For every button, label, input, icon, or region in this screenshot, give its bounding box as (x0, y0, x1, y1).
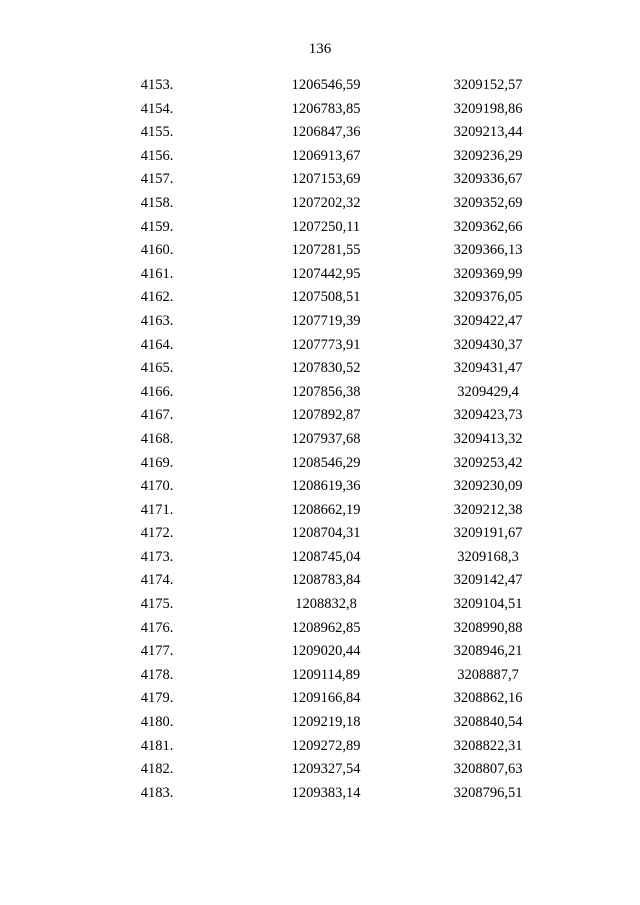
y-coordinate-cell: 3208887,7 (457, 666, 519, 683)
point-number-cell: 4180. (140, 714, 174, 731)
point-number-cell: 4163. (140, 312, 174, 329)
y-coordinate-cell: 3209369,99 (453, 265, 523, 282)
x-coordinate-cell: 1207442,95 (291, 265, 361, 282)
point-number-cell: 4171. (140, 501, 174, 518)
table-row (0, 334, 640, 358)
point-number-cell: 4161. (140, 265, 174, 282)
y-coordinate-cell: 3208807,63 (453, 761, 523, 778)
x-coordinate-cell: 1208745,04 (291, 548, 361, 565)
y-coordinate-cell: 3209230,09 (453, 478, 523, 495)
point-number-cell: 4157. (140, 171, 174, 188)
point-number-cell: 4156. (140, 147, 174, 164)
table-row (0, 546, 640, 570)
y-coordinate-cell: 3209191,67 (453, 525, 523, 542)
y-coordinate-cell: 3209253,42 (453, 454, 523, 471)
point-number-cell: 4177. (140, 643, 174, 660)
table-row (0, 617, 640, 641)
point-number-cell: 4164. (140, 336, 174, 353)
table-row (0, 640, 640, 664)
point-number-cell: 4166. (140, 383, 174, 400)
table-row (0, 263, 640, 287)
x-coordinate-cell: 1208783,84 (291, 572, 361, 589)
y-coordinate-cell: 3208946,21 (453, 643, 523, 660)
point-number-cell: 4155. (140, 124, 174, 141)
x-coordinate-cell: 1208546,29 (291, 454, 361, 471)
x-coordinate-cell: 1208962,85 (291, 619, 361, 636)
y-coordinate-cell: 3208822,31 (453, 737, 523, 754)
y-coordinate-cell: 3209429,4 (457, 383, 519, 400)
table-row (0, 168, 640, 192)
point-number-cell: 4173. (140, 548, 174, 565)
point-number-cell: 4175. (140, 596, 174, 613)
x-coordinate-cell: 1209114,89 (291, 666, 361, 683)
table-row (0, 216, 640, 240)
point-number-cell: 4174. (140, 572, 174, 589)
point-number-cell: 4178. (140, 666, 174, 683)
y-coordinate-cell: 3209168,3 (457, 548, 519, 565)
y-coordinate-cell: 3209236,29 (453, 147, 523, 164)
table-row (0, 758, 640, 782)
point-number-cell: 4170. (140, 478, 174, 495)
table-row (0, 286, 640, 310)
table-row (0, 357, 640, 381)
point-number-cell: 4158. (140, 194, 174, 211)
point-number-cell: 4153. (140, 77, 174, 93)
x-coordinate-cell: 1207719,39 (291, 312, 361, 329)
x-coordinate-cell: 1207856,38 (291, 383, 361, 400)
x-coordinate-cell: 1206546,59 (291, 77, 361, 93)
table-row (0, 687, 640, 711)
y-coordinate-cell: 3209366,13 (453, 242, 523, 259)
table-row (0, 98, 640, 122)
point-number-cell: 4182. (140, 761, 174, 778)
x-coordinate-cell: 1207281,55 (291, 242, 361, 259)
table-row (0, 735, 640, 759)
table-row (0, 310, 640, 334)
y-coordinate-cell: 3209376,05 (453, 289, 523, 306)
table-row (0, 475, 640, 499)
point-number-cell: 4176. (140, 619, 174, 636)
point-number-cell: 4179. (140, 690, 174, 707)
x-coordinate-cell: 1208832,8 (295, 596, 357, 613)
y-coordinate-cell: 3209213,44 (453, 124, 523, 141)
table-row (0, 404, 640, 428)
table-row (0, 499, 640, 523)
y-coordinate-cell: 3209413,32 (453, 430, 523, 447)
x-coordinate-cell: 1208662,19 (291, 501, 361, 518)
point-number-cell: 4168. (140, 430, 174, 447)
x-coordinate-cell: 1207250,11 (291, 218, 361, 235)
y-coordinate-cell: 3209142,47 (453, 572, 523, 589)
table-row (0, 452, 640, 476)
point-number-cell: 4162. (140, 289, 174, 306)
table-row (0, 593, 640, 617)
x-coordinate-cell: 1209327,54 (291, 761, 361, 778)
y-coordinate-cell: 3209152,57 (453, 77, 523, 93)
table-row (0, 74, 640, 98)
y-coordinate-cell: 3209198,86 (453, 100, 523, 117)
page-number: 136 (308, 41, 332, 57)
table-row (0, 569, 640, 593)
y-coordinate-cell: 3208990,88 (453, 619, 523, 636)
point-number-cell: 4169. (140, 454, 174, 471)
x-coordinate-cell: 1209020,44 (291, 643, 361, 660)
point-number-cell: 4172. (140, 525, 174, 542)
table-row (0, 711, 640, 735)
point-number-cell: 4159. (140, 218, 174, 235)
table-row (0, 239, 640, 263)
x-coordinate-cell: 1207892,87 (291, 407, 361, 424)
x-coordinate-cell: 1209272,89 (291, 737, 361, 754)
y-coordinate-cell: 3208796,51 (453, 784, 523, 801)
y-coordinate-cell: 3209104,51 (453, 596, 523, 613)
table-row (0, 121, 640, 145)
x-coordinate-cell: 1208704,31 (291, 525, 361, 542)
point-number-cell: 4154. (140, 100, 174, 117)
table-row (0, 522, 640, 546)
x-coordinate-cell: 1209219,18 (291, 714, 361, 731)
y-coordinate-cell: 3209212,38 (453, 501, 523, 518)
table-row (0, 664, 640, 688)
x-coordinate-cell: 1209166,84 (291, 690, 361, 707)
table-row (0, 381, 640, 405)
table-row (0, 145, 640, 169)
x-coordinate-cell: 1206783,85 (291, 100, 361, 117)
point-number-cell: 4160. (140, 242, 174, 259)
table-row (0, 192, 640, 216)
point-number-cell: 4181. (140, 737, 174, 754)
y-coordinate-cell: 3209336,67 (453, 171, 523, 188)
y-coordinate-cell: 3209430,37 (453, 336, 523, 353)
y-coordinate-cell: 3209352,69 (453, 194, 523, 211)
y-coordinate-cell: 3209362,66 (453, 218, 523, 235)
x-coordinate-cell: 1208619,36 (291, 478, 361, 495)
x-coordinate-cell: 1206913,67 (291, 147, 361, 164)
y-coordinate-cell: 3209422,47 (453, 312, 523, 329)
y-coordinate-cell: 3208862,16 (453, 690, 523, 707)
coordinate-table (0, 74, 640, 805)
y-coordinate-cell: 3209423,73 (453, 407, 523, 424)
x-coordinate-cell: 1206847,36 (291, 124, 361, 141)
x-coordinate-cell: 1207153,69 (291, 171, 361, 188)
x-coordinate-cell: 1207937,68 (291, 430, 361, 447)
x-coordinate-cell: 1207202,32 (291, 194, 361, 211)
point-number-cell: 4165. (140, 360, 174, 377)
x-coordinate-cell: 1209383,14 (291, 784, 361, 801)
y-coordinate-cell: 3208840,54 (453, 714, 523, 731)
table-row (0, 428, 640, 452)
point-number-cell: 4183. (140, 784, 174, 801)
x-coordinate-cell: 1207508,51 (291, 289, 361, 306)
point-number-cell: 4167. (140, 407, 174, 424)
x-coordinate-cell: 1207830,52 (291, 360, 361, 377)
y-coordinate-cell: 3209431,47 (453, 360, 523, 377)
x-coordinate-cell: 1207773,91 (291, 336, 361, 353)
table-row (0, 782, 640, 806)
